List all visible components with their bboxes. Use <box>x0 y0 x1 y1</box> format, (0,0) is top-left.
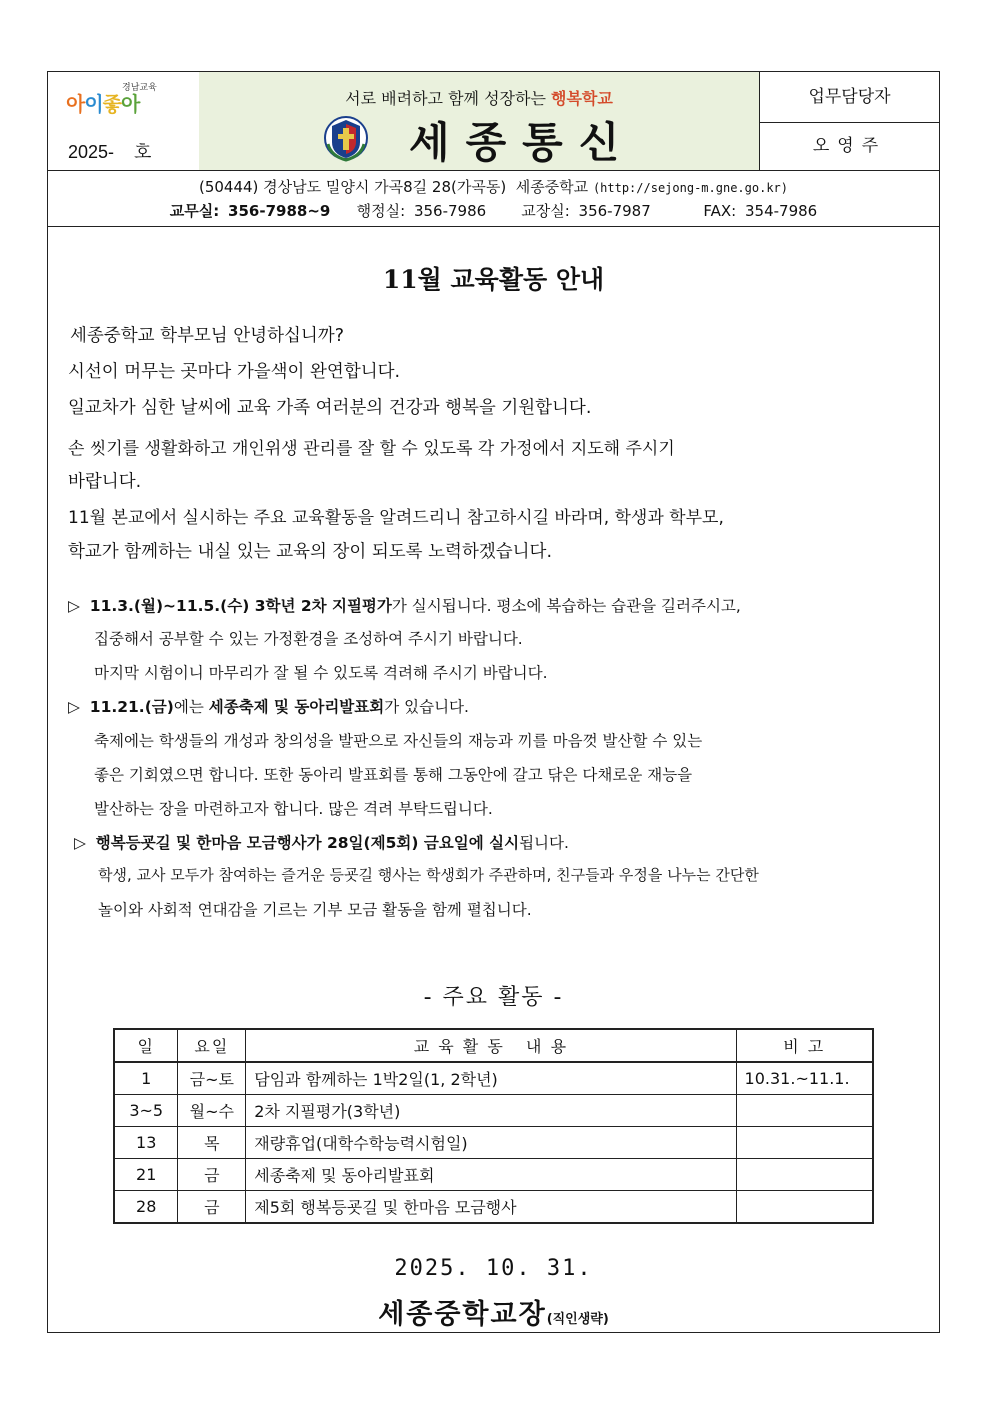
cell-activity: 담임과 함께하는 1박2일(1, 2학년) <box>246 1062 736 1095</box>
intro-line: 일교차가 심한 날씨에 교육 가족 여러분의 건강과 행복을 기원합니다. <box>68 398 592 418</box>
cell-weekday: 목 <box>178 1127 246 1159</box>
issue-date: 2025. 10. 31. <box>394 1256 593 1281</box>
table-header-row <box>114 1029 873 1062</box>
bullet-festival-bold: 세종축제 및 동아리발표회 <box>208 698 385 716</box>
cell-weekday: 월~수 <box>178 1095 246 1127</box>
bullet-festival-line: 축제에는 학생들의 개성과 창의성을 발판으로 자신들의 재능과 끼를 마음껏 발산할 수 있는 <box>94 732 703 750</box>
stamp-note: (직인생략) <box>546 1312 609 1327</box>
header-activity: 교 육 활 동 내 용 <box>246 1029 736 1062</box>
schedule-title: - 주요 활동 - <box>423 985 564 1010</box>
signature-block <box>48 1292 939 1331</box>
address-block <box>48 170 939 227</box>
intro-line: 손 씻기를 생활화하고 개인위생 관리를 잘 할 수 있도록 각 가정에서 지도해 주시기 <box>68 439 675 459</box>
staff-name: 오영주 <box>812 136 887 156</box>
intro-line: 학교가 함께하는 내실 있는 교육의 장이 되도록 노력하겠습니다. <box>68 542 553 562</box>
cell-weekday: 금 <box>178 1159 246 1191</box>
bullet-exam <box>68 594 741 616</box>
cell-activity: 세종축제 및 동아리발표회 <box>246 1159 736 1191</box>
cell-day: 28 <box>114 1191 178 1224</box>
fax-number: FAX: 354-7986 <box>703 202 818 220</box>
logo-wordmark <box>66 88 139 117</box>
logo-caption: 경남교육 <box>122 83 157 93</box>
cell-note <box>736 1095 873 1127</box>
cell-day: 13 <box>114 1127 178 1159</box>
bullet-walk-line: 학생, 교사 모두가 참여하는 즐거운 등굣길 행사는 학생회가 주관하며, 친구들과 우정을 나누는 간단한 <box>98 866 759 884</box>
cell-day: 21 <box>114 1159 178 1191</box>
bullet-marker: ▷ <box>74 834 86 852</box>
bullet-walk-text: 됩니다. <box>519 834 569 852</box>
header-note: 비 고 <box>736 1029 873 1062</box>
table-row <box>114 1062 873 1095</box>
cell-activity: 2차 지필평가(3학년) <box>246 1095 736 1127</box>
bullet-walk-bold: 행복등굣길 및 한마음 모금행사가 28일(제5회) 금요일에 실시 <box>95 834 520 852</box>
staff-label: 업무담당자 <box>760 72 939 123</box>
logo-cell <box>48 72 200 170</box>
logo-char-3: 좋 <box>102 92 121 116</box>
bullet-exam-line: 집중해서 공부할 수 있는 가정환경을 조성하여 주시기 바랍니다. <box>94 630 523 648</box>
logo-char-2: 이 <box>84 92 103 116</box>
intro-line: 11월 본교에서 실시하는 주요 교육활동을 알려드리니 참고하시길 바라며, 학생과 학부모, <box>68 508 724 528</box>
bullet-festival-line: 좋은 기회였으면 합니다. 또한 동아리 발표회를 통해 그동안에 갈고 닦은 다채로운 재능을 <box>94 766 693 784</box>
bullet-festival-line: 발산하는 장을 마련하고자 합니다. 많은 격려 부탁드립니다. <box>94 800 493 818</box>
table-row <box>114 1095 873 1127</box>
cell-weekday: 금~토 <box>178 1062 246 1095</box>
slogan-text: 서로 배려하고 함께 성장하는 <box>345 89 546 108</box>
table-row <box>114 1191 873 1224</box>
signer-name: 세종중학교장 <box>378 1299 547 1330</box>
principal-phone: 교장실: 356-7987 <box>521 202 651 220</box>
school-url[interactable]: (http://sejong-m.gne.go.kr) <box>592 181 789 195</box>
cell-note <box>736 1159 873 1191</box>
title-cell <box>199 72 760 170</box>
bullet-walk-line: 놀이와 사회적 연대감을 기르는 기부 모금 활동을 함께 펼칩니다. <box>98 901 532 919</box>
document-title: 11월 교육활동 안내 <box>382 265 605 294</box>
intro-line: 바랍니다. <box>68 472 142 492</box>
bullet-exam-line: 마지막 시험이니 마무리가 잘 될 수 있도록 격려해 주시기 바랍니다. <box>94 664 548 682</box>
table-row <box>114 1159 873 1191</box>
office-phone: 356-7988~9 <box>228 202 331 220</box>
bullet-festival <box>68 695 469 717</box>
issue-number: 2025- 호 <box>68 142 152 162</box>
bullet-marker: ▷ <box>68 597 80 615</box>
cell-note <box>736 1127 873 1159</box>
table-row <box>114 1127 873 1159</box>
logo-char-1: 아 <box>66 92 85 116</box>
bullet-exam-text: 가 실시됩니다. 평소에 복습하는 습관을 길러주시고, <box>391 597 741 615</box>
logo-char-4: 아 <box>120 92 140 116</box>
cell-note: 10.31.~11.1. <box>736 1062 873 1095</box>
cell-day: 1 <box>114 1062 178 1095</box>
admin-phone: 행정실: 356-7986 <box>356 202 487 220</box>
bullet-exam-bold: 11.3.(월)~11.5.(수) 3학년 2차 지필평가 <box>89 597 392 615</box>
cell-activity: 재량휴업(대학수학능력시험일) <box>246 1127 736 1159</box>
newsletter-name: 세종통신 <box>409 118 636 167</box>
intro-line: 세종중학교 학부모님 안녕하십니까? <box>70 326 344 346</box>
bullet-walk <box>74 831 569 853</box>
bullet-marker: ▷ <box>68 698 80 716</box>
slogan <box>199 86 759 109</box>
cell-weekday: 금 <box>178 1191 246 1224</box>
newsletter-page <box>47 71 940 1333</box>
bullet-festival-mid: 에는 <box>173 698 209 716</box>
contact-line <box>48 200 939 221</box>
schedule-table <box>113 1028 874 1224</box>
school-emblem-icon <box>323 114 369 162</box>
header-day: 일 <box>114 1029 178 1062</box>
cell-day: 3~5 <box>114 1095 178 1127</box>
newsletter-header <box>48 72 939 171</box>
bullet-festival-date: 11.21.(금) <box>89 698 174 716</box>
cell-note <box>736 1191 873 1224</box>
header-weekday: 요일 <box>178 1029 246 1062</box>
slogan-highlight: 행복학교 <box>551 89 613 108</box>
postal-address: (50444) 경상남도 밀양시 가곡8길 28(가곡동) 세종중학교 <box>198 178 589 196</box>
cell-activity: 제5회 행복등굣길 및 한마음 모금행사 <box>246 1191 736 1224</box>
address-line <box>48 176 939 197</box>
office-label: 교무실: <box>169 202 220 220</box>
bullet-festival-text: 가 있습니다. <box>384 698 469 716</box>
intro-line: 시선이 머무는 곳마다 가을색이 완연합니다. <box>68 362 401 382</box>
